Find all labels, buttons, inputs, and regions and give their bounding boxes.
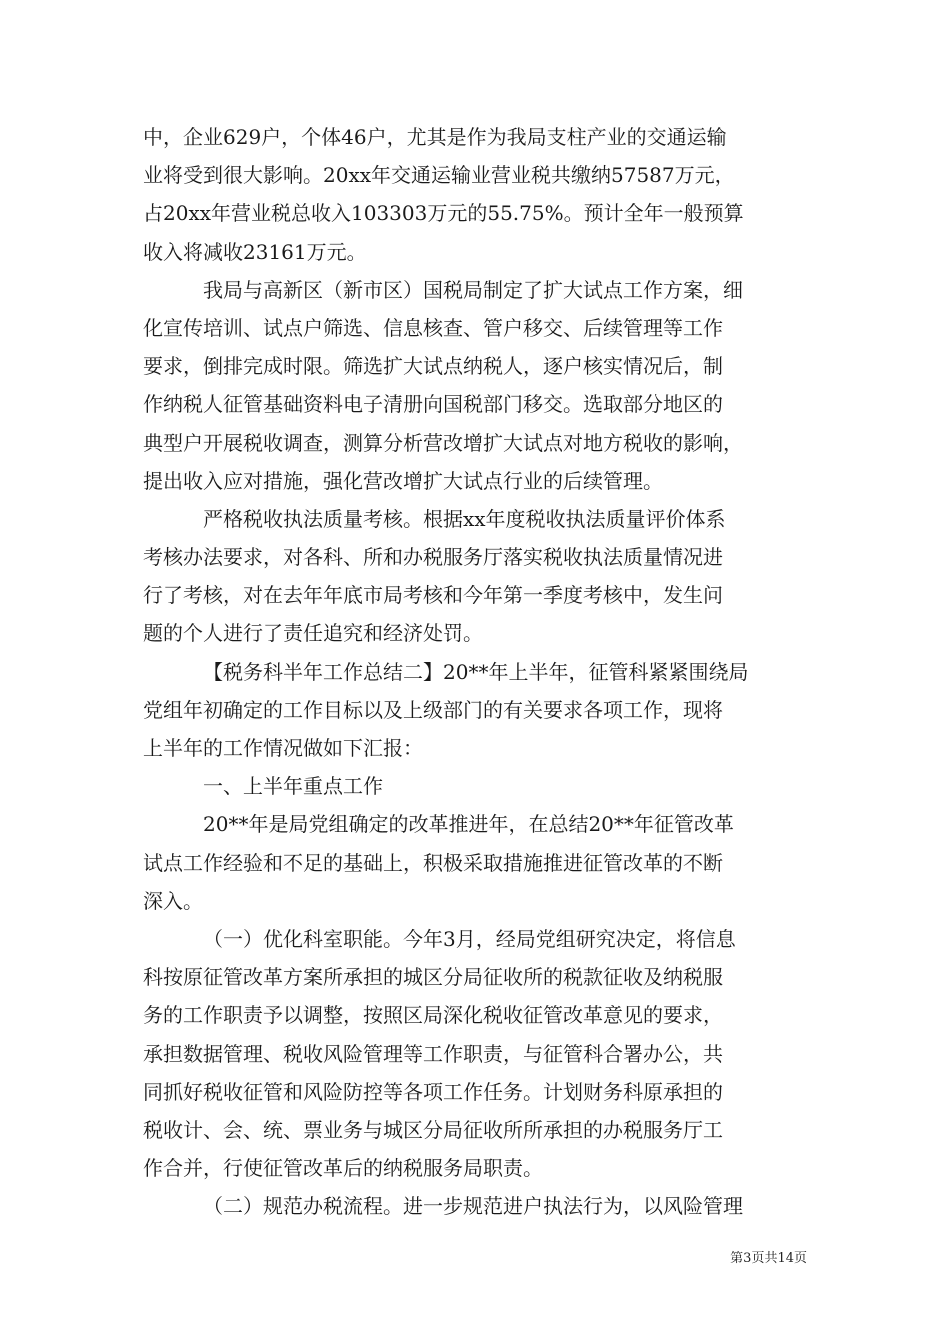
text-line: 行了考核，对在去年年底市局考核和今年第一季度考核中，发生问 [143,583,723,608]
text-line: 作合并，行使征管改革后的纳税服务局职责。 [143,1156,543,1181]
text-line: 【税务科半年工作总结二】20**年上半年，征管科紧紧围绕局 [203,659,749,684]
text-line: 试点工作经验和不足的基础上，积极采取措施推进征管改革的不断 [143,850,723,875]
text-line: 题的个人进行了责任追究和经济处罚。 [143,621,483,646]
text-line: 同抓好税收征管和风险防控等各项工作任务。计划财务科原承担的 [143,1079,723,1104]
text-line: 上半年的工作情况做如下汇报： [143,736,423,760]
text-line: 提出收入应对措施，强化营改增扩大试点行业的后续管理。 [143,468,663,493]
text-line: 20**年是局党组确定的改革推进年，在总结20**年征管改革 [203,812,734,837]
text-line: 务的工作职责予以调整，按照区局深化税收征管改革意见的要求， [143,1003,723,1028]
text-line: 考核办法要求，对各科、所和办税服务厅落实税收执法质量情况进 [143,545,723,570]
text-line: 收入将减收23161万元。 [143,239,367,264]
text-line: 严格税收执法质量考核。根据xx年度税收执法质量评价体系 [203,506,726,531]
text-line: 要求，倒排完成时限。筛选扩大试点纳税人，逐户核实情况后，制 [143,354,723,379]
document-body [143,118,813,1225]
text-line: 我局与高新区（新市区）国税局制定了扩大试点工作方案，细 [203,277,743,302]
text-line: 化宣传培训、试点户筛选、信息核查、管户移交、后续管理等工作 [143,315,723,340]
text-line: 典型户开展税收调查，测算分析营改增扩大试点对地方税收的影响， [143,430,743,455]
text-line: 业将受到很大影响。20xx年交通运输业营业税共缴纳57587万元， [143,163,735,188]
text-line: 承担数据管理、税收风险管理等工作职责，与征管科合署办公，共 [143,1041,723,1066]
text-line: 一、上半年重点工作 [203,774,383,799]
text-line: 税收计、会、统、票业务与城区分局征收所所承担的办税服务厅工 [143,1117,723,1142]
text-line: （一）优化科室职能。今年3月，经局党组研究决定，将信息 [203,926,736,951]
text-line: 科按原征管改革方案所承担的城区分局征收所的税款征收及纳税服 [143,965,723,990]
text-line: 占20xx年营业税总收入103303万元的55.75%。预计全年一般预算 [143,201,744,226]
text-line: （二）规范办税流程。进一步规范进户执法行为，以风险管理 [203,1194,743,1219]
text-line: 中，企业629户，个体46户，尤其是作为我局支柱产业的交通运输 [143,125,727,149]
text-line: 作纳税人征管基础资料电子清册向国税部门移交。选取部分地区的 [143,392,723,417]
text-line: 深入。 [143,888,203,913]
text-line: 党组年初确定的工作目标以及上级部门的有关要求各项工作，现将 [143,697,723,722]
page-number: 第3页共14页 [730,1251,807,1266]
